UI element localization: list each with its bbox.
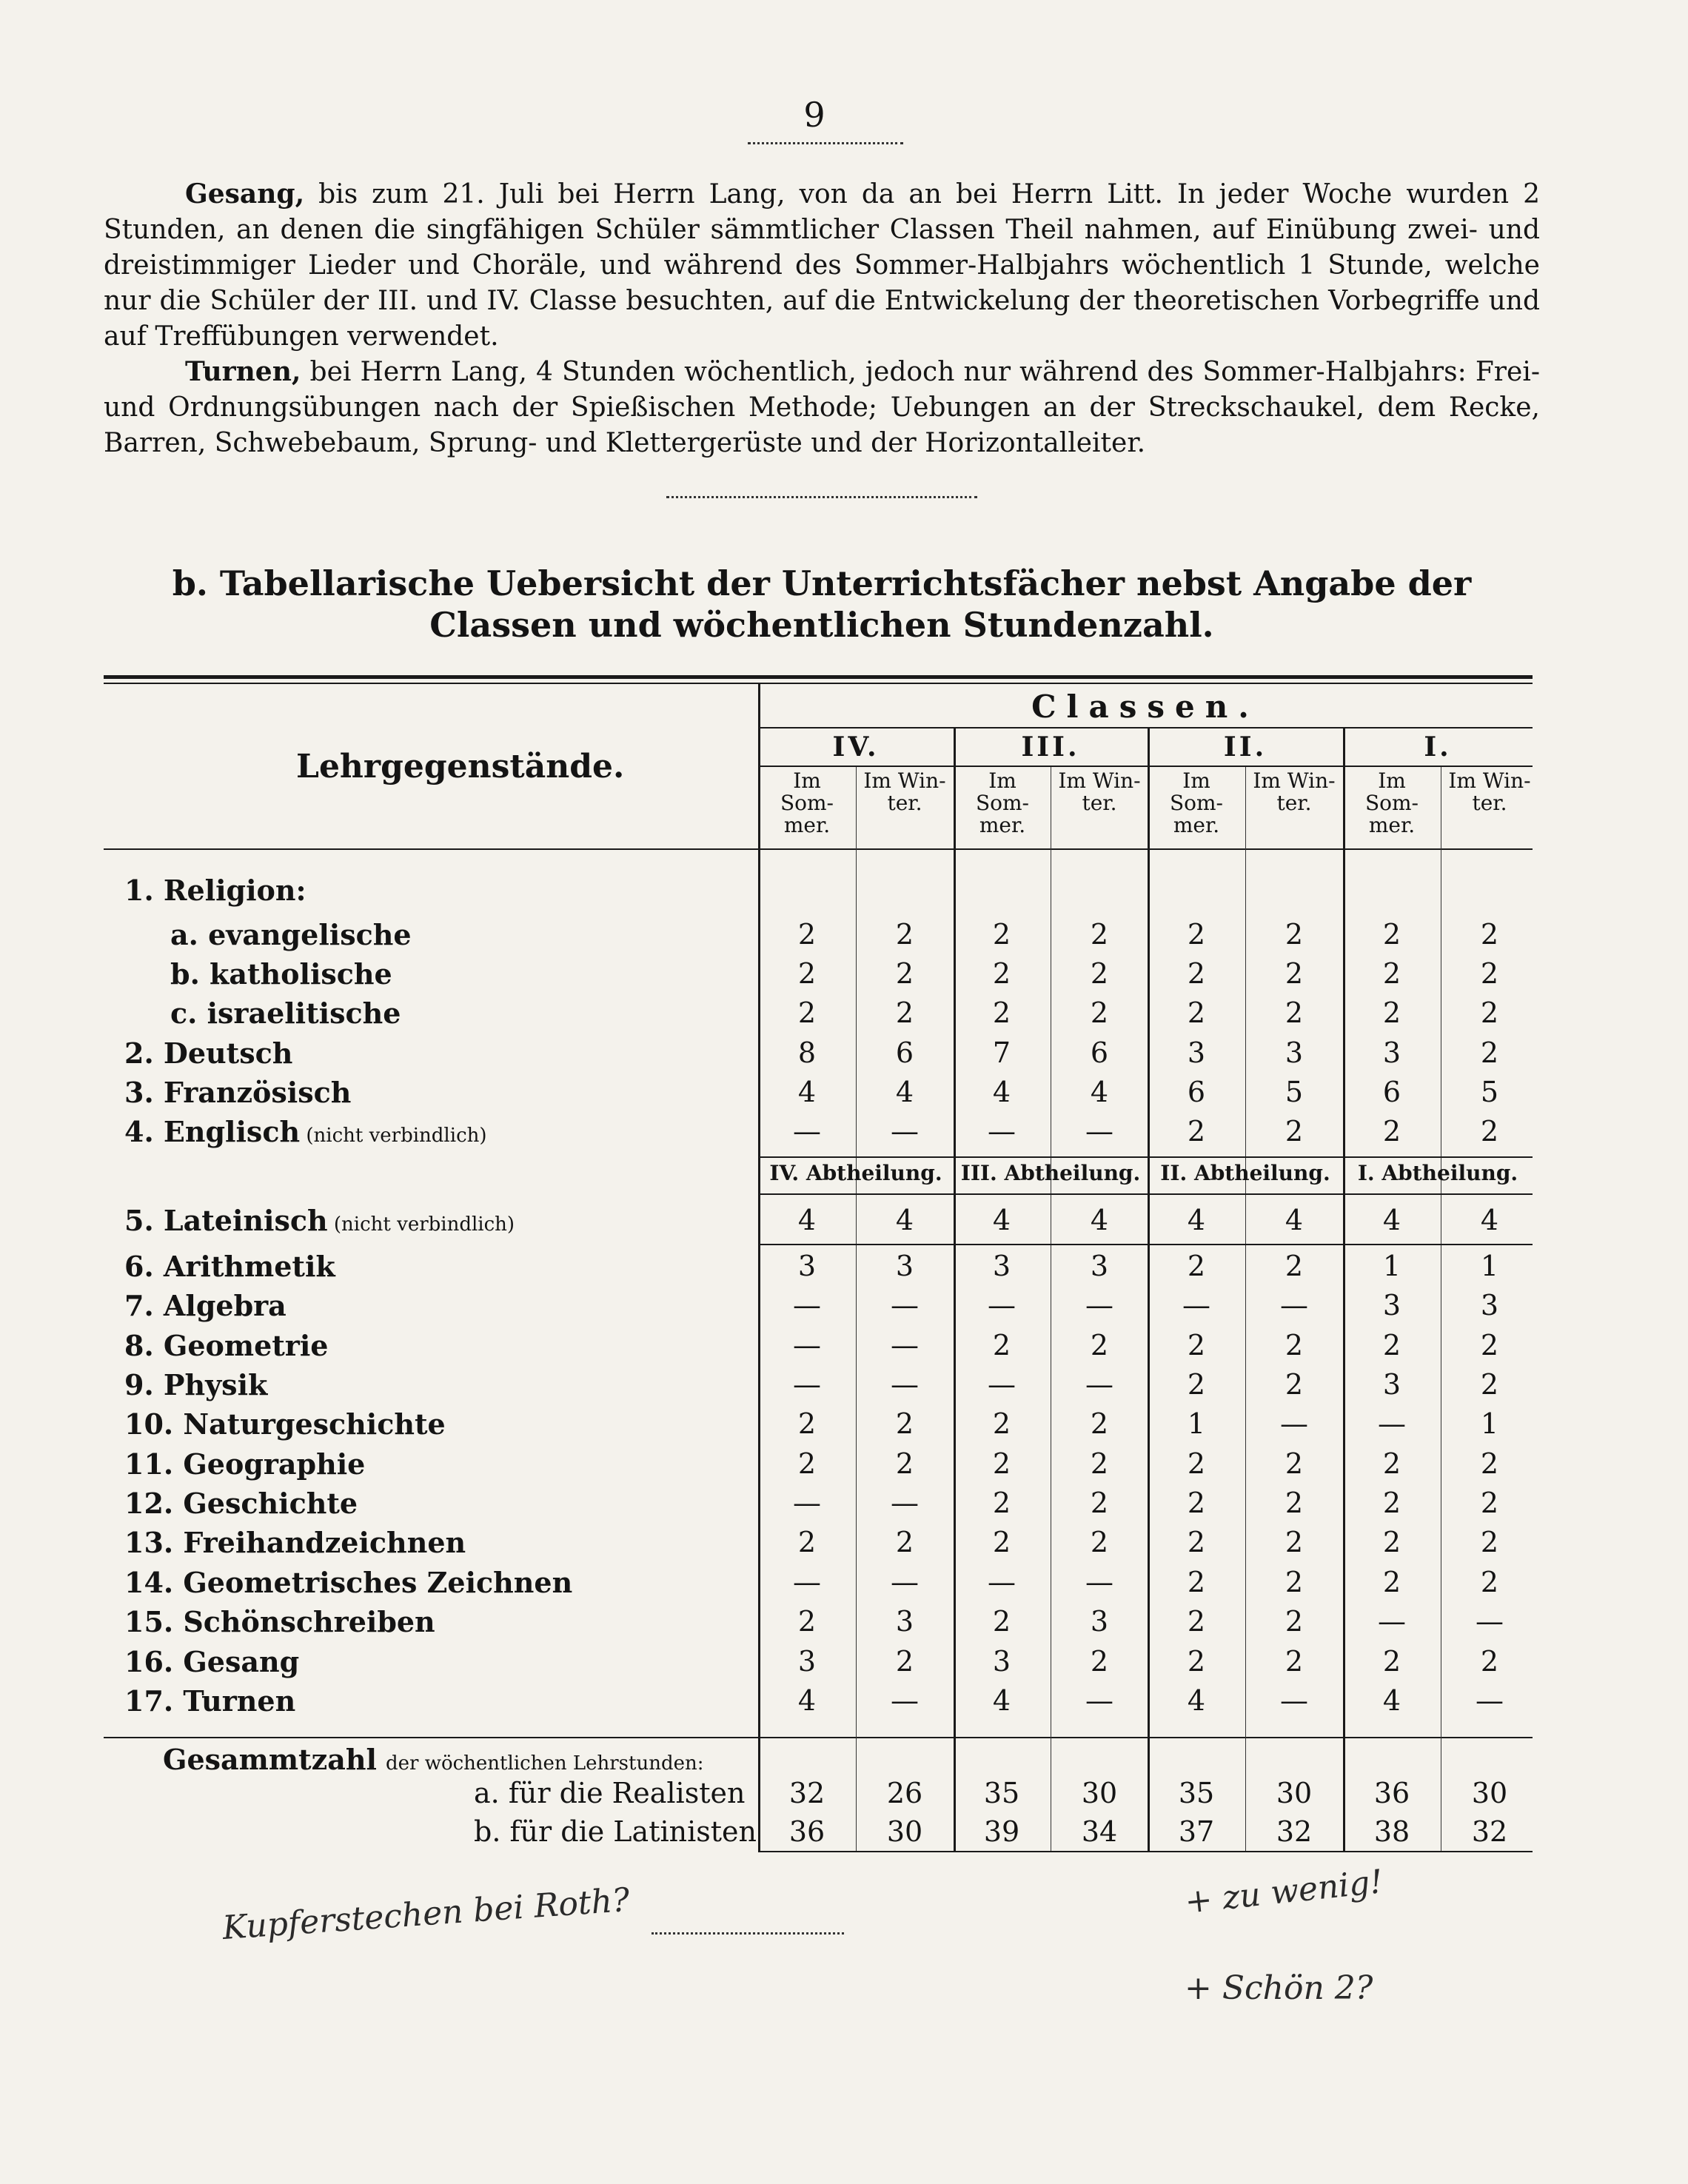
table-cell: 1 bbox=[1382, 1250, 1401, 1282]
table-cell: 2 bbox=[1480, 1329, 1499, 1361]
table-cell: 2 bbox=[895, 918, 914, 951]
table-cell: 2 bbox=[1187, 918, 1206, 951]
winter-label: Im Win- ter. bbox=[1058, 768, 1141, 815]
total-cell: 30 bbox=[1471, 1777, 1508, 1809]
table-cell: 2 bbox=[1285, 1487, 1304, 1519]
table-cell: 2 bbox=[1187, 1250, 1206, 1282]
paragraph-turnen bbox=[104, 354, 1540, 461]
handwritten-note-right-bottom: + Schön 2? bbox=[1185, 1969, 1373, 2007]
total-cell: 32 bbox=[1471, 1815, 1508, 1848]
table-cell: — bbox=[1476, 1605, 1504, 1638]
table-cell: — bbox=[1378, 1407, 1406, 1440]
sommer-label: Im Som- mer. bbox=[1169, 768, 1224, 837]
table-cell: 2 bbox=[1480, 957, 1499, 990]
table-total-rule bbox=[104, 1737, 1533, 1738]
table-cell: 2 bbox=[992, 957, 1011, 990]
table-cell: 2 bbox=[992, 1487, 1011, 1519]
row-label: 12. Geschichte bbox=[124, 1487, 358, 1520]
table-cell: — bbox=[988, 1368, 1016, 1401]
table-cell: 2 bbox=[1090, 1487, 1109, 1519]
table-cell: 4 bbox=[797, 1076, 817, 1108]
table-cell: 6 bbox=[895, 1036, 914, 1069]
table-cell: 2 bbox=[797, 1407, 817, 1440]
table-cell: — bbox=[1378, 1605, 1406, 1638]
row-label: 5. Lateinisch (nicht verbindlich) bbox=[124, 1204, 515, 1237]
table-cell: 2 bbox=[1187, 1605, 1206, 1638]
abteilung-rule-lower bbox=[758, 1244, 1533, 1245]
table-cell: 2 bbox=[992, 1329, 1011, 1361]
table-cell: 3 bbox=[992, 1250, 1011, 1282]
ornament-divider bbox=[652, 1925, 844, 1935]
table-cell: — bbox=[1182, 1289, 1210, 1322]
table-cell: 4 bbox=[1480, 1204, 1499, 1236]
total-cell: 36 bbox=[788, 1815, 825, 1848]
row-label: 9. Physik bbox=[124, 1368, 268, 1401]
winter-label: Im Win- ter. bbox=[1448, 768, 1531, 815]
abteilung-iii-label: III. Abtheilung. bbox=[960, 1161, 1141, 1185]
sommer-label: Im Som- mer. bbox=[780, 768, 834, 837]
table-cell: — bbox=[891, 1289, 919, 1322]
total-cell: 37 bbox=[1178, 1815, 1215, 1848]
handwritten-note-left: Kupferstechen bei Roth? bbox=[221, 1880, 632, 1948]
total-cell: 38 bbox=[1373, 1815, 1410, 1848]
table-cell: 6 bbox=[1187, 1076, 1206, 1108]
row-label: 15. Schönschreiben bbox=[124, 1605, 435, 1638]
row-label: 6. Arithmetik bbox=[124, 1250, 335, 1283]
class-ii-label: II. bbox=[1223, 731, 1267, 763]
table-cell: 2 bbox=[1285, 1250, 1304, 1282]
table-cell: 2 bbox=[1090, 1407, 1109, 1440]
table-cell: 2 bbox=[1480, 1368, 1499, 1401]
table-cell: 2 bbox=[1480, 918, 1499, 951]
table-cell: 3 bbox=[1480, 1289, 1499, 1322]
table-cell: 4 bbox=[1382, 1204, 1401, 1236]
table-cell: 3 bbox=[1187, 1036, 1206, 1069]
total-heading bbox=[163, 1743, 703, 1776]
table-cell: 2 bbox=[1285, 1645, 1304, 1678]
total-cell: 32 bbox=[1276, 1815, 1313, 1848]
table-cell: — bbox=[1476, 1684, 1504, 1717]
table-cell: — bbox=[793, 1368, 821, 1401]
total-row-label: b. für die Latinisten bbox=[474, 1815, 757, 1848]
table-cell: 2 bbox=[1187, 1487, 1206, 1519]
table-cell: 2 bbox=[1090, 1447, 1109, 1480]
total-title: Gesammtzahl bbox=[163, 1743, 377, 1776]
abteilung-rule-top bbox=[758, 1156, 1533, 1158]
table-cell: 2 bbox=[1187, 1526, 1206, 1558]
table-cell: 2 bbox=[797, 1526, 817, 1558]
table-header-rule bbox=[104, 848, 1533, 850]
table-cell: 4 bbox=[992, 1684, 1011, 1717]
table-cell: 2 bbox=[1090, 1526, 1109, 1558]
paragraph-gesang-title: Gesang, bbox=[185, 178, 305, 210]
table-cell: 2 bbox=[895, 1526, 914, 1558]
table-cell: 2 bbox=[1480, 1115, 1499, 1148]
table-cell: 2 bbox=[1187, 1645, 1206, 1678]
table-cell: 2 bbox=[992, 1526, 1011, 1558]
table-cell: 4 bbox=[1187, 1684, 1206, 1717]
table-cell: 2 bbox=[1090, 1329, 1109, 1361]
total-row-label: a. für die Realisten bbox=[474, 1777, 746, 1809]
table-cell: 2 bbox=[1382, 1566, 1401, 1598]
table-cell: — bbox=[988, 1566, 1016, 1598]
abteilung-iv-label: IV. Abtheilung. bbox=[769, 1161, 942, 1185]
class-iv-label: IV. bbox=[832, 731, 880, 763]
table-cell: — bbox=[1085, 1115, 1113, 1148]
total-cell: 34 bbox=[1081, 1815, 1118, 1848]
table-cell: — bbox=[988, 1115, 1016, 1148]
row-label: c. israelitische bbox=[170, 996, 401, 1030]
table-cell: — bbox=[891, 1684, 919, 1717]
abteilung-rule-bottom bbox=[758, 1193, 1533, 1195]
table-top-rule bbox=[104, 675, 1533, 679]
table-cell: — bbox=[793, 1289, 821, 1322]
total-rest: der wöchentlichen Lehrstunden: bbox=[385, 1752, 704, 1775]
table-cell: 5 bbox=[1480, 1076, 1499, 1108]
table-cell: 2 bbox=[1480, 1645, 1499, 1678]
row-label: 16. Gesang bbox=[124, 1645, 300, 1678]
table-cell: 2 bbox=[1285, 957, 1304, 990]
table-cell: 2 bbox=[1285, 1115, 1304, 1148]
table-cell: 2 bbox=[797, 996, 817, 1029]
table-cell: 2 bbox=[1480, 1487, 1499, 1519]
page-number: 9 bbox=[803, 95, 825, 135]
table-cell: 2 bbox=[1090, 1645, 1109, 1678]
table-cell: 2 bbox=[992, 1407, 1011, 1440]
table-cell: 3 bbox=[1285, 1036, 1304, 1069]
sommer-label: Im Som- mer. bbox=[975, 768, 1030, 837]
classen-label: Classen. bbox=[1031, 689, 1259, 725]
table-cell: 1 bbox=[1480, 1250, 1499, 1282]
abteilung-i-label: I. Abtheilung. bbox=[1357, 1161, 1518, 1185]
table-cell: 6 bbox=[1382, 1076, 1401, 1108]
table-cell: — bbox=[988, 1289, 1016, 1322]
table-cell: 2 bbox=[1480, 996, 1499, 1029]
table-cell: 2 bbox=[1382, 957, 1401, 990]
total-cell: 32 bbox=[788, 1777, 825, 1809]
table-cell: 4 bbox=[1285, 1204, 1304, 1236]
table-cell: — bbox=[891, 1566, 919, 1598]
table-cell: 1 bbox=[1187, 1407, 1206, 1440]
table-cell: 2 bbox=[895, 996, 914, 1029]
row-note: (nicht verbindlich) bbox=[327, 1213, 515, 1236]
table-cell: — bbox=[891, 1368, 919, 1401]
table-cell: — bbox=[1280, 1407, 1308, 1440]
row-label: 3. Französisch bbox=[124, 1076, 352, 1109]
paragraph-turnen-title: Turnen, bbox=[185, 356, 301, 387]
table-cell: 2 bbox=[1480, 1526, 1499, 1558]
table-cell: — bbox=[891, 1487, 919, 1519]
table-cell: 2 bbox=[1480, 1036, 1499, 1069]
table-cell: 2 bbox=[1090, 996, 1109, 1029]
table-cell: — bbox=[793, 1487, 821, 1519]
row-label: 17. Turnen bbox=[124, 1684, 296, 1718]
table-cell: 3 bbox=[1382, 1368, 1401, 1401]
paragraph-gesang bbox=[104, 176, 1540, 355]
table-cell: 4 bbox=[895, 1204, 914, 1236]
table-cell: 4 bbox=[1090, 1076, 1109, 1108]
table-cell: 3 bbox=[1382, 1289, 1401, 1322]
total-cell: 30 bbox=[1276, 1777, 1313, 1809]
table-cell: — bbox=[1280, 1289, 1308, 1322]
table-cell: 2 bbox=[1285, 1526, 1304, 1558]
table-cell: 2 bbox=[1187, 957, 1206, 990]
table-cell: 8 bbox=[797, 1036, 817, 1069]
row-label: 14. Geometrisches Zeichnen bbox=[124, 1566, 573, 1599]
table-cell: 2 bbox=[1187, 1329, 1206, 1361]
table-cell: 4 bbox=[1187, 1204, 1206, 1236]
table-cell: 2 bbox=[1285, 918, 1304, 951]
classen-rule bbox=[758, 727, 1533, 728]
total-cell: 30 bbox=[886, 1815, 923, 1848]
row-label: 2. Deutsch bbox=[124, 1036, 293, 1070]
row-label: 7. Algebra bbox=[124, 1289, 287, 1322]
table-cell: 7 bbox=[992, 1036, 1011, 1069]
table-cell: — bbox=[1280, 1684, 1308, 1717]
table-cell: 2 bbox=[797, 1605, 817, 1638]
table-cell: 2 bbox=[1382, 1526, 1401, 1558]
table-cell: — bbox=[1085, 1684, 1113, 1717]
class-rule bbox=[758, 766, 1533, 767]
total-cell: 30 bbox=[1081, 1777, 1118, 1809]
table-cell: 4 bbox=[895, 1076, 914, 1108]
total-cell: 26 bbox=[886, 1777, 923, 1809]
table-cell: 2 bbox=[1187, 996, 1206, 1029]
table-cell: 2 bbox=[1285, 1447, 1304, 1480]
table-cell: 3 bbox=[1090, 1605, 1109, 1638]
table-cell: 2 bbox=[797, 918, 817, 951]
paragraph-turnen-text: bei Herrn Lang, 4 Stunden wöchentlich, jedoch nur während des Sommer-Halbjahrs: Frei- und Ordnungsübungen nach der Spießischen Methode; Uebungen an der Streckschaukel, dem Recke, Barren, Schwebebaum, Sprung- und Klettergerüste und der Horizontalleiter. bbox=[104, 357, 1540, 458]
ornament-divider bbox=[666, 489, 977, 498]
section-heading: b. Tabellarische Uebersicht der Unterrichtsfächer nebst Angabe der Classen und wöchentlichen Stundenzahl. bbox=[172, 563, 1472, 645]
table-cell: 6 bbox=[1090, 1036, 1109, 1069]
table-cell: 2 bbox=[895, 1447, 914, 1480]
table-cell: 2 bbox=[1285, 1368, 1304, 1401]
table-cell: 2 bbox=[1187, 1368, 1206, 1401]
table-cell: — bbox=[891, 1329, 919, 1361]
table-cell: 2 bbox=[992, 1605, 1011, 1638]
table-cell: 2 bbox=[797, 1447, 817, 1480]
row-label: 11. Geographie bbox=[124, 1447, 366, 1481]
table-cell: 2 bbox=[992, 918, 1011, 951]
table-cell: 3 bbox=[895, 1250, 914, 1282]
table-cell: 2 bbox=[895, 957, 914, 990]
ornament-divider bbox=[748, 135, 903, 144]
sommer-label: Im Som- mer. bbox=[1364, 768, 1419, 837]
table-cell: — bbox=[891, 1115, 919, 1148]
table-cell: 2 bbox=[1382, 1447, 1401, 1480]
table-cell: 2 bbox=[1090, 957, 1109, 990]
table-cell: 2 bbox=[1382, 918, 1401, 951]
table-cell: 4 bbox=[1382, 1684, 1401, 1717]
table-bottom-rule bbox=[758, 1851, 1533, 1852]
table-cell: 2 bbox=[797, 957, 817, 990]
table-cell: — bbox=[1085, 1289, 1113, 1322]
table-cell: 2 bbox=[1285, 1566, 1304, 1598]
abteilung-ii-label: II. Abtheilung. bbox=[1160, 1161, 1330, 1185]
table-cell: 2 bbox=[1285, 1329, 1304, 1361]
row-label: 10. Naturgeschichte bbox=[124, 1407, 446, 1441]
total-cell: 35 bbox=[1178, 1777, 1215, 1809]
table-cell: 1 bbox=[1480, 1407, 1499, 1440]
winter-label: Im Win- ter. bbox=[1253, 768, 1336, 815]
table-cell: 2 bbox=[1480, 1566, 1499, 1598]
table-cell: 2 bbox=[1382, 996, 1401, 1029]
row-label: a. evangelische bbox=[170, 918, 412, 951]
table-cell: 2 bbox=[1382, 1645, 1401, 1678]
table-cell: 2 bbox=[895, 1407, 914, 1440]
table-cell: 3 bbox=[1090, 1250, 1109, 1282]
table-cell: 2 bbox=[1382, 1115, 1401, 1148]
lehrgegenstaende-label: Lehrgegenstände. bbox=[296, 748, 625, 785]
table-cell: 2 bbox=[1187, 1447, 1206, 1480]
table-cell: 2 bbox=[1187, 1566, 1206, 1598]
table-cell: 5 bbox=[1285, 1076, 1304, 1108]
table-cell: — bbox=[1085, 1368, 1113, 1401]
winter-label: Im Win- ter. bbox=[863, 768, 946, 815]
row-note: (nicht verbindlich) bbox=[300, 1125, 487, 1147]
table-cell: 2 bbox=[1090, 918, 1109, 951]
table-cell: 4 bbox=[992, 1076, 1011, 1108]
table-cell: 2 bbox=[992, 996, 1011, 1029]
table-cell: — bbox=[793, 1329, 821, 1361]
table-cell: 4 bbox=[992, 1204, 1011, 1236]
table-cell: 2 bbox=[1285, 996, 1304, 1029]
table-cell: 2 bbox=[895, 1645, 914, 1678]
table-cell: 3 bbox=[1382, 1036, 1401, 1069]
table-cell: — bbox=[793, 1566, 821, 1598]
class-iii-label: III. bbox=[1021, 731, 1080, 763]
table-top-rule-thin bbox=[104, 683, 1533, 684]
table-cell: — bbox=[793, 1115, 821, 1148]
table-cell: 3 bbox=[797, 1250, 817, 1282]
table-cell: 2 bbox=[1382, 1487, 1401, 1519]
total-cell: 36 bbox=[1373, 1777, 1410, 1809]
table-cell: 2 bbox=[1382, 1329, 1401, 1361]
handwritten-note-right-top: + zu wenig! bbox=[1183, 1863, 1385, 1921]
table-cell: 3 bbox=[992, 1645, 1011, 1678]
table-cell: 2 bbox=[1480, 1447, 1499, 1480]
total-cell: 35 bbox=[983, 1777, 1020, 1809]
paragraph-gesang-text: bis zum 21. Juli bei Herrn Lang, von da an bei Herrn Litt. In jeder Woche wurden 2 Stunden, an denen die singfähigen Schüler sämmtlicher Classen Theil nahmen, auf Einübung zwei- und dreistimmiger Lieder und Choräle, und während des Sommer-Halbjahrs wöchentlich 1 Stunde, welche nur die Schüler der III. und IV. Classe besuchten, auf die Entwickelung der theoretischen Vorbegriffe und auf Treffübungen verwendet. bbox=[104, 179, 1540, 352]
table-cell: 2 bbox=[1187, 1115, 1206, 1148]
table-cell: 4 bbox=[1090, 1204, 1109, 1236]
row-label: 4. Englisch (nicht verbindlich) bbox=[124, 1115, 487, 1148]
table-cell: 2 bbox=[992, 1447, 1011, 1480]
table-cell: 4 bbox=[797, 1684, 817, 1717]
religion-label: 1. Religion: bbox=[124, 874, 307, 907]
table-cell: 2 bbox=[1285, 1605, 1304, 1638]
table-cell: 3 bbox=[895, 1605, 914, 1638]
class-i-label: I. bbox=[1424, 731, 1452, 763]
row-label: 8. Geometrie bbox=[124, 1329, 329, 1362]
table-cell: — bbox=[1085, 1566, 1113, 1598]
row-label: b. katholische bbox=[170, 957, 392, 991]
table-cell: 4 bbox=[797, 1204, 817, 1236]
row-label: 13. Freihandzeichnen bbox=[124, 1526, 466, 1559]
table-cell: 3 bbox=[797, 1645, 817, 1678]
total-cell: 39 bbox=[983, 1815, 1020, 1848]
